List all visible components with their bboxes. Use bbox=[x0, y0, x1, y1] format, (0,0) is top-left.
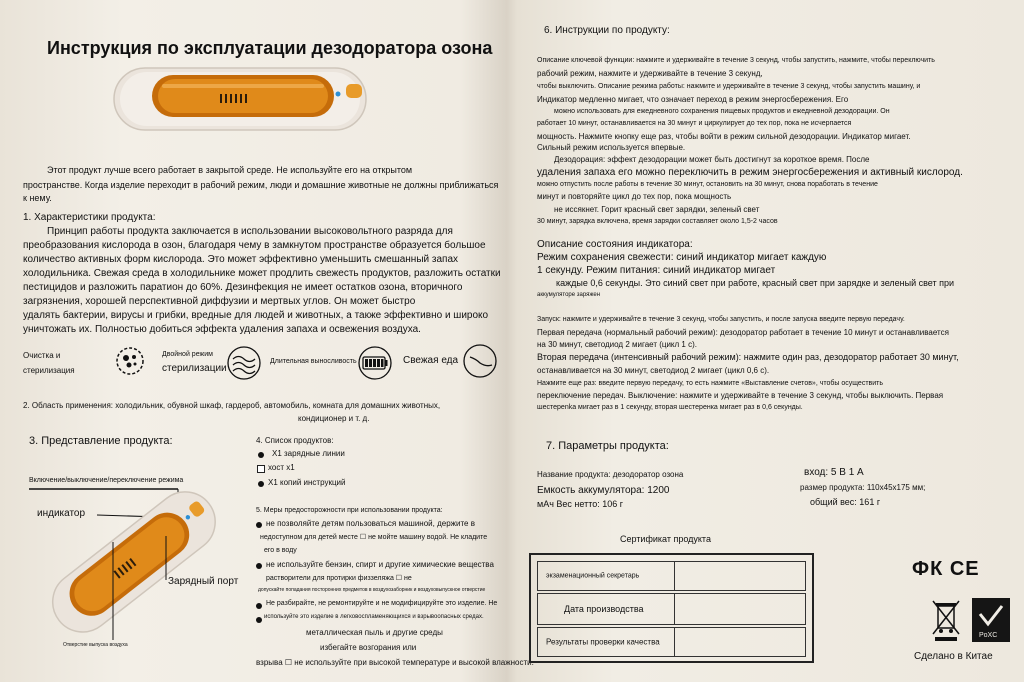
caution-line-9: металлическая пыль и другие среды bbox=[306, 628, 443, 637]
s1-line-8: уничтожать их. Полностью добиться эффекта удаления запаха и освежения воздуха. bbox=[23, 324, 421, 335]
intro-line-1: Этот продукт лучше всего работает в закрытой среде. Не используйте его на открытом bbox=[47, 165, 413, 175]
device-diagram-image bbox=[25, 480, 235, 645]
param-battery: Емкость аккумулятора: 1200 bbox=[537, 485, 670, 496]
certification-marks: ФК СЕ bbox=[912, 558, 980, 580]
start-line-8: шестерenka мигает раз в 1 секунду, вторая шестеренка мигает раз в 0,6 секунды. bbox=[537, 404, 803, 411]
caution-line-5: растворители для протирки физзеляжа ☐ не bbox=[266, 575, 412, 582]
bullet-icon bbox=[256, 563, 262, 569]
product-list-item-3: X1 копий инструкций bbox=[268, 478, 346, 487]
section-2-line-1: 2. Область применения: холодильник, обувной шкаф, гардероб, автомобиль, комната для домашних животных, bbox=[23, 401, 441, 410]
indicator-line-2: 1 секунду. Режим питания: синий индикатор мигает bbox=[537, 265, 776, 276]
param-net-weight: мАч Вес нетто: 106 г bbox=[537, 499, 624, 509]
caution-line-3: его в воду bbox=[264, 547, 297, 554]
certificate-table bbox=[529, 553, 814, 663]
checkbox-icon bbox=[257, 465, 265, 473]
certificate-row-label: Результаты проверки качества bbox=[546, 637, 660, 647]
page-title: Инструкция по эксплуатации дезодоратора озона bbox=[47, 38, 493, 58]
section-7-heading: 7. Параметры продукта: bbox=[546, 440, 669, 452]
caution-line-7: Не разбирайте, не ремонтируйте и не модифицируйте это изделие. Не bbox=[266, 600, 498, 607]
s6-line-12: минут и повторяйте цикл до тех пор, пока мощность bbox=[537, 192, 732, 201]
indicator-heading: Описание состояния индикатора: bbox=[537, 239, 693, 250]
start-line-4: Вторая передача (интенсивный рабочий режим): нажмите один раз, дезодоратор работает 30 минут, bbox=[537, 352, 959, 362]
s6-line-8: Сильный режим используется впервые. bbox=[537, 143, 686, 152]
bullet-icon bbox=[256, 522, 262, 528]
start-line-6: Нажмите еще раз: введите первую передачу, то есть нажмите «Выставление счетов», чтобы осуществить bbox=[537, 380, 884, 387]
s1-line-2: преобразования кислорода в озон, благодаря чему в замкнутом пространстве образуется большое bbox=[23, 240, 486, 251]
product-list-item-2: хост x1 bbox=[268, 463, 295, 472]
diagram-indicator-label: индикатор bbox=[37, 508, 86, 519]
param-name: Название продукта: дезодоратор озона bbox=[537, 470, 684, 479]
caution-line-4: не используйте бензин, спирт и другие химические вещества bbox=[266, 560, 494, 569]
s6-line-3: чтобы выключить. Описание режима работы: нажмите и удерживайте в течение 3 секунд, чтобы запустить машину, и bbox=[537, 83, 921, 90]
section-3-heading: 3. Представление продукта: bbox=[29, 435, 173, 447]
s6-line-10: удаления запаха его можно переключить в режим энергосбережения и активный кислород. bbox=[537, 167, 963, 178]
feature-clean-label-2: стерилизация bbox=[23, 366, 75, 375]
bullet-icon bbox=[256, 603, 262, 609]
bullet-icon bbox=[258, 452, 264, 458]
certificate-row-label: Дата производства bbox=[564, 604, 644, 614]
s1-line-6: загрязнения, хорошей перспективной диффузии и мертвых углов. Он может быстро bbox=[23, 296, 416, 307]
indicator-line-4: аккумуляторе заряжен bbox=[537, 292, 601, 298]
feature-fresh-label: Свежая еда bbox=[403, 355, 459, 366]
start-line-3: на 30 минут, светодиод 2 мигает (цикл 1 с). bbox=[537, 340, 697, 349]
s1-line-4: холодильника. Свежая среда в холодильнике может продлить свежесть продуктов, разложить остатки bbox=[23, 268, 501, 279]
section-5-heading: 5. Меры предосторожности при использовании продукта: bbox=[256, 507, 443, 514]
param-input: вход: 5 В 1 А bbox=[804, 467, 864, 478]
certificate-row-label: экзаменационный секретарь bbox=[546, 572, 640, 580]
s6-line-7: мощность. Нажмите кнопку еще раз, чтобы войти в режим сильной дезодорации. Индикатор мигает. bbox=[537, 132, 911, 141]
s1-line-7: удалять бактерии, вирусы и грибки, вредные для людей и животных, а также эффективно и широко bbox=[23, 310, 489, 321]
section-4-heading: 4. Список продуктов: bbox=[256, 436, 334, 445]
indicator-line-3: каждые 0,6 секунды. Это синий свет при работе, красный свет при зарядке и зеленый свет при bbox=[556, 278, 955, 288]
s6-line-6: работает 10 минут, останавливается на 30 минут и циркулирует до тех пор, пока не исчерпается bbox=[537, 120, 852, 127]
certificate-row bbox=[537, 561, 806, 591]
start-line-2: Первая передача (нормальный рабочий режим): дезодоратор работает в течение 10 минут и останавливается bbox=[537, 328, 949, 337]
start-line-5: останавливается на 30 минут, светодиод 2 мигает (цикл 0,6 с). bbox=[537, 366, 770, 375]
section-2-line-2: кондиционер и т. д. bbox=[298, 414, 370, 423]
certificate-row bbox=[537, 627, 806, 657]
wave-icon bbox=[226, 345, 262, 381]
feature-clean-label-1: Очистка и bbox=[23, 351, 61, 360]
caution-line-8: используйте это изделие в легковоспламеняющихся и взрывоопасных средах. bbox=[264, 614, 484, 620]
caution-line-2: недоступном для детей месте ☐ не мойте машину водой. Не кладите bbox=[260, 534, 488, 541]
product-list-item-1: X1 зарядные линии bbox=[272, 449, 345, 458]
start-line-7: переключение передач. Выключение: нажмите и удерживайте в течение 3 секунд, чтобы выключить. Первая bbox=[537, 391, 944, 400]
certificate-row bbox=[537, 593, 806, 625]
indicator-line-1: Режим сохранения свежести: синий индикатор мигает каждую bbox=[537, 252, 827, 263]
param-size: размер продукта: 110x45x175 мм; bbox=[800, 483, 926, 492]
s6-line-4: Индикатор медленно мигает, что означает переход в режим энергосбережения. Его bbox=[537, 95, 849, 104]
s1-line-3: количество активных форм кислорода. Это может эффективно уменьшить смешанный запах bbox=[23, 254, 459, 265]
s6-line-9: Дезодорация: эффект дезодорации может быть достигнут за короткое время. После bbox=[554, 155, 870, 164]
s6-line-1: Описание ключевой функции: нажмите и удерживайте в течение 3 секунд, чтобы запустить, нажмите, чтобы переключить bbox=[537, 57, 935, 64]
s1-line-1: Принцип работы продукта заключается в использовании высоковольтного разряда для bbox=[47, 226, 453, 237]
caution-line-11: взрыва ☐ не используйте при высокой температуре и высокой влажности. bbox=[256, 658, 534, 667]
section-1-heading: 1. Характеристики продукта: bbox=[23, 212, 156, 223]
intro-line-2: пространстве. Когда изделие переходит в рабочий режим, люди и домашние животные не должны приближаться bbox=[23, 180, 499, 190]
diagram-switch-label: Включение/выключение/переключение режима bbox=[29, 477, 184, 484]
feature-dual-label-1: Двойной режим bbox=[162, 351, 213, 358]
intro-line-3: к нему. bbox=[23, 193, 52, 203]
s6-line-14: 30 минут, зарядка включена, время зарядки составляет около 1,5-2 часов bbox=[537, 218, 778, 225]
caution-line-1: не позволяйте детям пользоваться машиной, держите в bbox=[266, 519, 475, 528]
s1-line-5: пестицидов и разложить паратион до 60%. Дезинфекция не имеет остатков озона, вторичного bbox=[23, 282, 463, 293]
s6-line-5: можно использовать для ежедневного сохранения пищевых продуктов и ежедневной дезодорации. Он bbox=[554, 108, 890, 115]
feature-endurance-label: Длительная выносливость bbox=[270, 358, 357, 365]
device-top-image bbox=[112, 66, 368, 134]
sterilization-icon bbox=[112, 343, 148, 379]
start-line-1: Запуск: нажмите и удерживайте в течение 3 секунд, чтобы запустить, и после запуска введите первую передачу. bbox=[537, 316, 905, 323]
certificate-heading: Сертификат продукта bbox=[620, 534, 711, 544]
s6-line-13: не иссякнет. Горит красный свет зарядки, зеленый свет bbox=[554, 205, 760, 214]
caution-line-10: избегайте возгорания или bbox=[320, 643, 417, 652]
caution-line-6: допускайте попадания посторонних предметов в воздухозаборник и воздуховыпускное отверстие bbox=[258, 587, 486, 593]
s6-line-11: можно отпустить после работы в течение 30 минут, остановить на 30 минут, снова поработать в течение bbox=[537, 181, 878, 188]
bullet-icon bbox=[258, 481, 264, 487]
poxc-mark-label: PoXC bbox=[979, 632, 998, 639]
bullet-icon bbox=[256, 617, 262, 623]
made-in-label: Сделано в Китае bbox=[914, 651, 993, 662]
param-gross-weight: общий вес: 161 г bbox=[810, 497, 881, 507]
s6-line-2: рабочий режим, нажмите и удерживайте в течение 3 секунд, bbox=[537, 69, 763, 78]
fresh-food-icon bbox=[462, 343, 498, 379]
diagram-port-label: Зарядный порт bbox=[168, 576, 239, 587]
feature-dual-label-2: стерилизации bbox=[162, 363, 227, 374]
weee-bin-icon bbox=[930, 598, 962, 642]
battery-icon bbox=[357, 345, 393, 381]
section-6-heading: 6. Инструкции по продукту: bbox=[544, 25, 670, 36]
diagram-vent-label: Отверстие выпуска воздуха bbox=[63, 642, 128, 648]
